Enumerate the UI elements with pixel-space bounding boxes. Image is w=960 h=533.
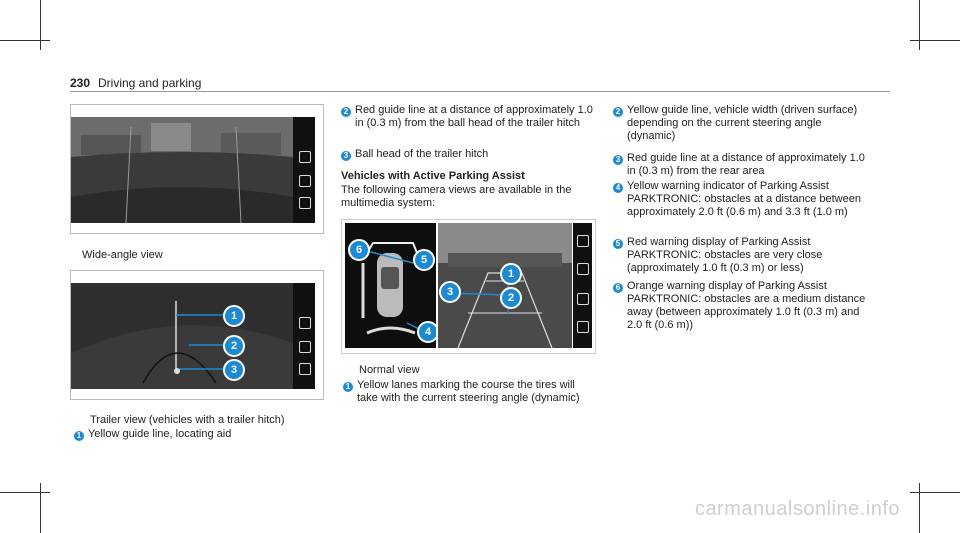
item-text: Yellow guide line, vehicle width (driven surface) depending on the current steering angle (dynamic) <box>627 104 858 142</box>
trailer-caption: Trailer view (vehicles with a trailer hitch) <box>90 414 285 426</box>
col2-item-2 <box>343 104 600 130</box>
callout-1: 1 <box>223 305 245 327</box>
item-text: Orange warning display of Parking Assist PARKTRONIC: obstacles are a medium distance away (between approximately 1.0 ft (0.3 m) and 2.0 ft (0.6 m)) <box>627 280 866 331</box>
camera-view-icon[interactable] <box>299 151 311 163</box>
crop-mark <box>910 492 960 493</box>
col3-item-2 <box>615 104 872 143</box>
parking-sensor-icon[interactable] <box>299 341 311 353</box>
item-text: Red guide line at a distance of approximately 1.0 in (0.3 m) from the ball head of the trailer hitch <box>355 104 593 129</box>
page-number: 230 <box>70 76 91 90</box>
number-badge: 5 <box>613 239 623 249</box>
crop-mark <box>40 0 41 50</box>
crop-mark <box>919 0 920 50</box>
number-badge: 2 <box>613 107 623 117</box>
trailer-figure <box>70 270 324 400</box>
camera-sidebar <box>293 283 315 389</box>
camera-view-icon[interactable] <box>577 235 589 247</box>
crop-mark <box>40 483 41 533</box>
col3-item-6 <box>615 280 872 332</box>
watermark: carmanualsonline.info <box>694 498 900 520</box>
col3-item-5 <box>615 236 872 275</box>
normal-view-figure <box>341 219 596 354</box>
trailer-camera-image <box>71 283 293 389</box>
col2-item-3 <box>343 148 600 161</box>
item-text: Yellow guide line, locating aid <box>88 428 232 440</box>
wide-angle-caption: Wide-angle view <box>82 249 163 261</box>
number-badge: 6 <box>613 283 623 293</box>
rear-camera-panel <box>438 223 572 348</box>
section-text: The following camera views are available in the multimedia system: <box>341 184 572 209</box>
section-heading: Vehicles with Active Parking Assist <box>341 170 525 182</box>
trailer-icon[interactable] <box>299 363 311 375</box>
number-badge: 3 <box>613 155 623 165</box>
trailer-icon[interactable] <box>577 321 589 333</box>
col3-item-3 <box>615 152 872 178</box>
callout-5: 5 <box>413 249 435 271</box>
item-text: Yellow warning indicator of Parking Assist PARKTRONIC: obstacles at a distance between approximately 2.0 ft (0.6 m) and 3.3 ft (1.0 m) <box>627 180 861 218</box>
trailer-icon[interactable] <box>299 197 311 209</box>
car-top-icon[interactable] <box>577 293 589 305</box>
callout-3: 3 <box>223 359 245 381</box>
callout-3: 3 <box>439 281 461 303</box>
parking-sensor-icon[interactable] <box>299 175 311 187</box>
number-badge: 2 <box>341 107 351 117</box>
crop-mark <box>0 40 50 41</box>
crop-mark <box>919 483 920 533</box>
crop-mark <box>0 492 50 493</box>
col2-item-1b <box>345 379 587 405</box>
callout-2: 2 <box>500 287 522 309</box>
number-badge: 1 <box>74 431 84 441</box>
wide-angle-scene <box>71 117 293 223</box>
item-text: Red guide line at a distance of approximately 1.0 in (0.3 m) from the rear area <box>627 152 865 177</box>
callout-2: 2 <box>223 335 245 357</box>
col1-item-1 <box>76 428 318 441</box>
item-text: Ball head of the trailer hitch <box>355 148 489 160</box>
camera-sidebar <box>293 117 315 223</box>
header-rule <box>70 91 890 92</box>
camera-view-icon[interactable] <box>299 317 311 329</box>
wide-angle-camera-image <box>71 117 293 223</box>
callout-4: 4 <box>417 321 436 343</box>
camera-sidebar <box>573 223 592 348</box>
crop-mark <box>910 40 960 41</box>
trailer-scene <box>71 283 293 389</box>
number-badge: 3 <box>341 151 351 161</box>
parking-overview-panel <box>345 223 436 348</box>
callout-6: 6 <box>348 239 370 261</box>
item-text: Yellow lanes marking the course the tires will take with the current steering angle (dynamic) <box>357 379 580 404</box>
number-badge: 4 <box>613 183 623 193</box>
wide-angle-figure <box>70 104 324 234</box>
normal-view-caption: Normal view <box>359 364 420 376</box>
section-title: Driving and parking <box>98 76 202 90</box>
number-badge: 1 <box>343 382 353 392</box>
col3-item-4 <box>615 180 872 219</box>
parking-sensor-icon[interactable] <box>577 263 589 275</box>
callout-1: 1 <box>500 263 522 285</box>
item-text: Red warning display of Parking Assist PARKTRONIC: obstacles are very close (approximately 1.0 ft (0.3 m) or less) <box>627 236 823 274</box>
